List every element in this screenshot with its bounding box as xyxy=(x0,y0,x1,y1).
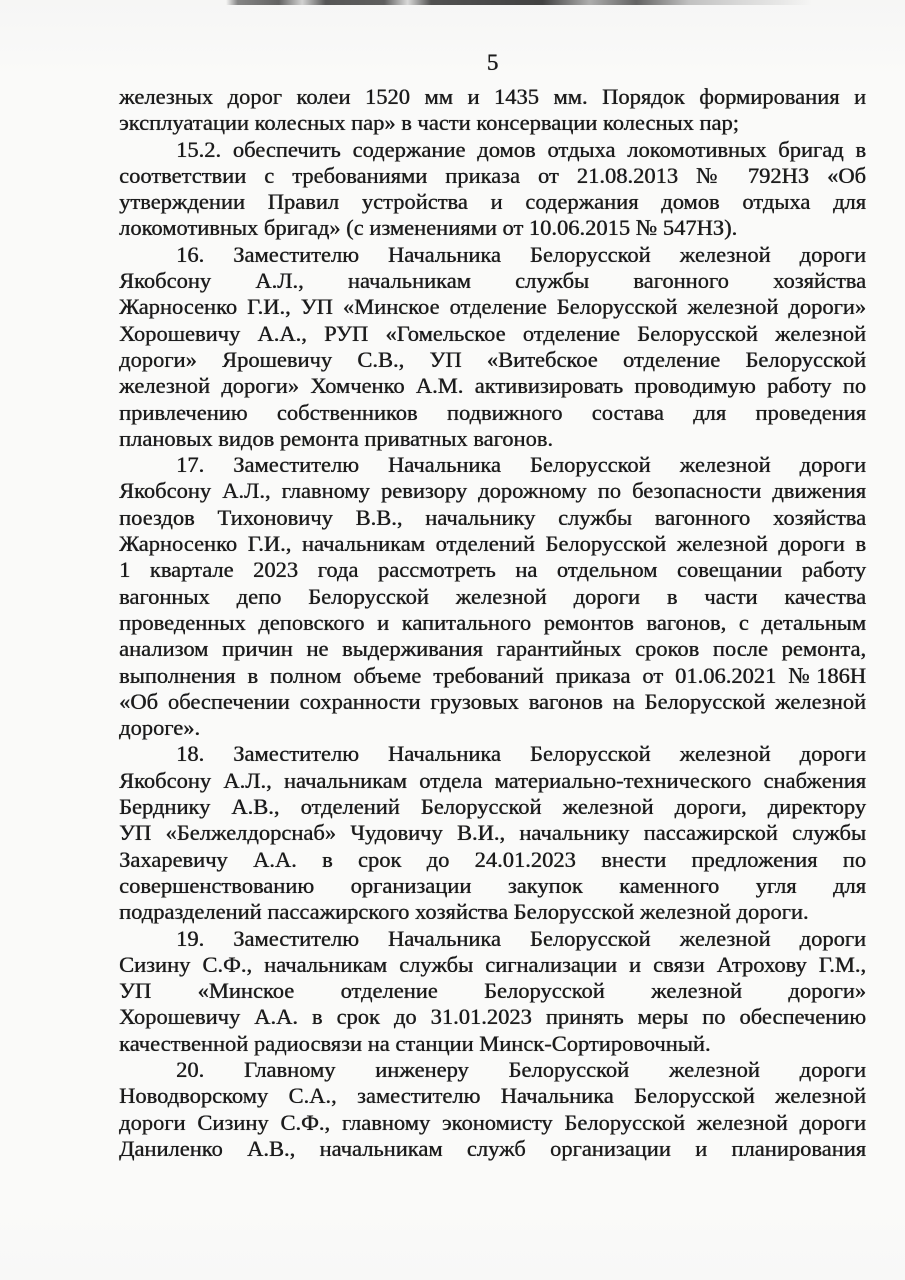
document-body xyxy=(119,84,866,1162)
paragraph-15.2 xyxy=(119,137,866,242)
text-line: вагонных депо Белорусской железной дороги в части качества xyxy=(119,583,866,609)
text-line: плановых видов ремонта приватных вагонов. xyxy=(119,425,553,451)
text-line: Хорошевичу А.А., РУП «Гомельское отделение Белорусской железной xyxy=(119,320,866,346)
text-line: железных дорог колеи 1520 мм и 1435 мм. Порядок формирования и xyxy=(119,84,866,109)
text-line: 15.2. обеспечить содержание домов отдыха локомотивных бригад в xyxy=(176,136,866,162)
text-line: дороги Сизину С.Ф., главному экономисту Белорусской железной дороги xyxy=(119,1109,866,1135)
text-line: Берднику А.В., отделений Белорусской железной дороги, директору xyxy=(119,794,866,820)
text-line: 18. Заместителю Начальника Белорусской железной дороги xyxy=(176,741,866,767)
text-line: 20. Главному инженеру Белорусской железной дороги xyxy=(176,1056,866,1082)
text-line: Жарносенко Г.И., УП «Минское отделение Белорусской железной дороги» xyxy=(119,294,866,320)
text-line: Якобсону А.Л., начальникам службы вагонного хозяйства xyxy=(119,268,866,294)
text-line: привлечению собственников подвижного состава для проведения xyxy=(119,399,866,425)
text-line: УП «Минское отделение Белорусской железной дороги» xyxy=(119,978,866,1004)
paragraph-continuation xyxy=(119,84,866,137)
text-line: эксплуатации колесных пар» в части консервации колесных пар; xyxy=(119,110,739,136)
page-number: 5 xyxy=(486,50,499,75)
paragraph-19 xyxy=(119,926,866,1057)
text-line: Сизину С.Ф., начальникам службы сигнализации и связи Атрохову Г.М., xyxy=(119,951,866,977)
text-line: 1 квартале 2023 года рассмотреть на отдельном совещании работу xyxy=(119,557,866,583)
text-line: Новодворскому С.А., заместителю Начальника Белорусской железной xyxy=(119,1083,866,1109)
text-line: дороге». xyxy=(119,715,200,741)
text-line: поездов Тихоновичу В.В., начальнику службы вагонного хозяйства xyxy=(119,504,866,530)
text-line: Захаревичу А.А. в срок до 24.01.2023 внести предложения по xyxy=(119,846,866,872)
text-line: качественной радиосвязи на станции Минск-Сортировочный. xyxy=(119,1030,711,1056)
paragraph-18 xyxy=(119,741,866,925)
text-line: Жарносенко Г.И., начальникам отделений Белорусской железной дороги в xyxy=(119,531,866,557)
text-line: проведенных деповского и капитального ремонтов вагонов, с детальным xyxy=(119,609,866,635)
text-line: анализом причин не выдерживания гарантийных сроков после ремонта, xyxy=(119,636,866,662)
text-line: подразделений пассажирского хозяйства Белорусской железной дороги. xyxy=(119,899,809,925)
paragraph-16 xyxy=(119,242,866,452)
text-line: Якобсону А.Л., главному ревизору дорожному по безопасности движения xyxy=(119,478,866,504)
text-line: Даниленко А.В., начальникам служб организации и планирования xyxy=(119,1135,866,1161)
text-line: соответствии с требованиями приказа от 21.08.2013 № 792НЗ «Об xyxy=(119,162,866,188)
text-line: УП «Белжелдорснаб» Чудовичу В.И., начальнику пассажирской службы xyxy=(119,820,866,846)
text-line: совершенствованию организации закупок каменного угля для xyxy=(119,872,866,898)
paragraph-20 xyxy=(119,1057,866,1162)
text-line: 16. Заместителю Начальника Белорусской железной дороги xyxy=(176,241,866,267)
paragraph-17 xyxy=(119,452,866,741)
text-line: «Об обеспечении сохранности грузовых вагонов на Белорусской железной xyxy=(119,688,866,714)
text-line: дороги» Ярошевичу С.В., УП «Витебское отделение Белорусской xyxy=(119,346,866,372)
text-line: 17. Заместителю Начальника Белорусской железной дороги xyxy=(176,452,866,478)
text-line: Хорошевичу А.А. в срок до 31.01.2023 принять меры по обеспечению xyxy=(119,1004,866,1030)
text-line: железной дороги» Хомченко А.М. активизировать проводимую работу по xyxy=(119,373,866,399)
text-line: утверждении Правил устройства и содержания домов отдыха для xyxy=(119,189,866,215)
scan-artifact-top-edge xyxy=(226,0,812,5)
text-line: локомотивных бригад» (с изменениями от 10.06.2015 № 547НЗ). xyxy=(119,215,738,241)
text-line: 19. Заместителю Начальника Белорусской железной дороги xyxy=(176,925,866,951)
text-line: Якобсону А.Л., начальникам отдела материально-технического снабжения xyxy=(119,767,866,793)
text-line: выполнения в полном объеме требований приказа от 01.06.2021 №186Н xyxy=(119,662,866,688)
